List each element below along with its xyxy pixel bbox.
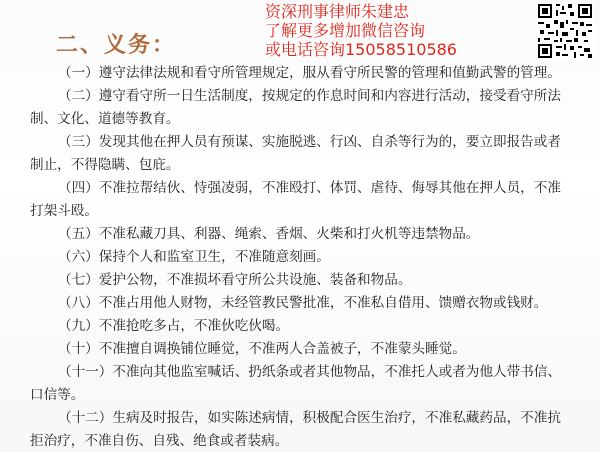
obligation-item-4: （四）不准拉帮结伙、恃强凌弱，不准殴打、体罚、虐待、侮辱其他在押人员，不准打架斗殴。: [30, 180, 561, 219]
watermark-line-3: 或电话咨询15058510586: [265, 40, 457, 59]
obligation-item-5: （五）不准私藏刀具、利器、绳索、香烟、火柴和打火机等违禁物品。: [58, 226, 480, 242]
qr-code-icon: [536, 2, 594, 60]
obligation-item-8: （八）不准占用他人财物，未经管教民警批准，不准私自借用、馈赠衣物或钱财。: [58, 295, 548, 311]
obligations-list: [30, 62, 565, 453]
obligation-item-12: （十二）生病及时报告，如实陈述病情，积极配合医生治疗，不准私藏药品，不准抗拒治疗，不准自伤、自残、绝食或者装病。: [30, 410, 561, 449]
obligation-item-10: （十）不准擅自调换铺位睡觉，不准两人合盖被子，不准蒙头睡觉。: [58, 341, 466, 357]
obligation-item-9: （九）不准抢吃多占，不准伙吃伙喝。: [58, 318, 290, 334]
watermark-line-2: 了解更多增加微信咨询: [265, 21, 426, 40]
obligation-item-6: （六）保持个人和监室卫生，不准随意刻画。: [58, 249, 330, 265]
obligation-item-1: （一）遵守法律法规和看守所管理规定，服从看守所民警的管理和值勤武警的管理。: [58, 65, 561, 81]
obligation-item-2: （二）遵守看守所一日生活制度，按规定的作息时间和内容进行活动，接受看守所法制、文化、道德等教育。: [30, 88, 561, 127]
obligation-item-7: （七）爱护公物，不准损坏看守所公共设施、装备和物品。: [58, 272, 412, 288]
section-heading: 二、义务：: [56, 33, 177, 58]
obligation-item-11: （十一）不准向其他监室喊话、扔纸条或者其他物品，不准托人或者为他人带书信、口信等。: [30, 364, 561, 403]
lawyer-watermark: [265, 2, 535, 59]
obligation-item-3: （三）发现其他在押人员有预谋、实施脱逃、行凶、自杀等行为的，要立即报告或者制止，不得隐瞒、包庇。: [30, 134, 561, 173]
watermark-line-1: 资深刑事律师朱建忠: [265, 2, 410, 21]
qr-code-graphic: [536, 2, 594, 60]
